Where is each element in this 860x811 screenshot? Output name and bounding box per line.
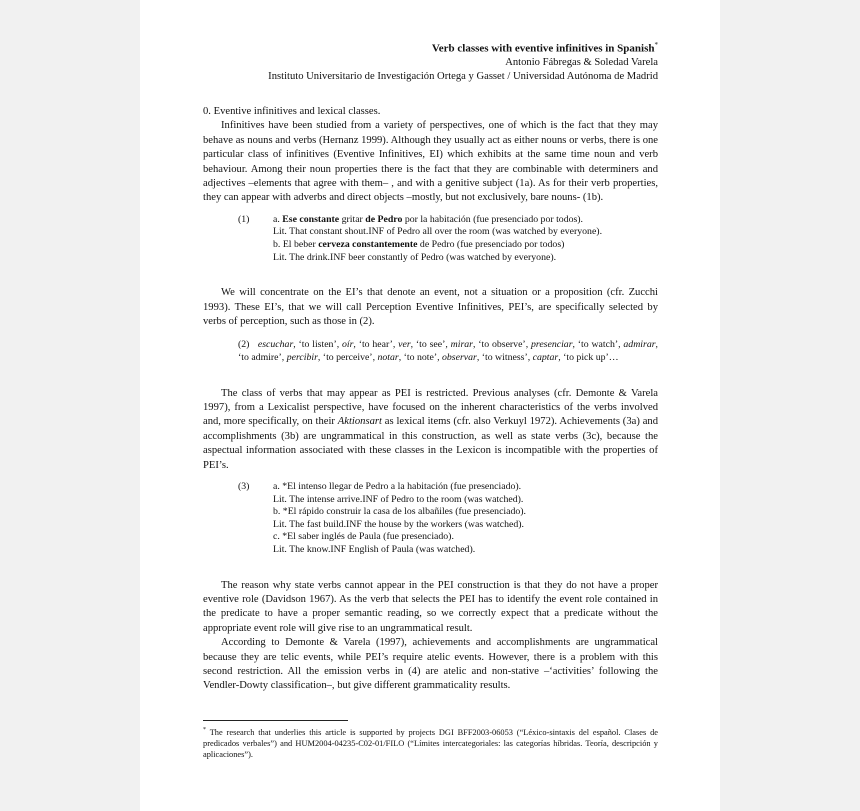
example-1-a — [203, 214, 658, 227]
example-1-a-body — [273, 214, 658, 227]
verb: captar — [532, 351, 559, 363]
paper-title — [203, 38, 658, 56]
gloss: , ‘to observe’, — [473, 339, 531, 351]
paragraph-1: Infinitives have been studied from a variety of perspectives, one of which is the fact that they may behave as nouns and verbs (Hernanz 1999). Although they usually act as either nouns or verbs, there is one particular class of infinitives (Eventive Infinitives, EI) which exhibits at the same time noun and verb behaviour. Among their noun properties there is the fact that they are combinable with determiners and adjectives –elements that agree with them– , and with a genitive subject (1a). As for their verb properties, they can appear with adverbs and direct objects –mostly, but not exclusively, bare nouns- (1b). — [203, 120, 658, 204]
verb: presenciar — [530, 339, 573, 351]
gloss: , ‘to perceive’, — [317, 351, 378, 363]
verb: ver — [398, 339, 411, 351]
example-2 — [203, 339, 658, 364]
footnote-marker: * — [654, 41, 658, 49]
title-block — [203, 38, 658, 85]
item-label: b. — [273, 238, 281, 250]
example-number: (2) — [238, 339, 250, 351]
institution: Instituto Universitario de Investigación Ortega y Gasset / Universidad Autónoma de Madrid — [268, 71, 658, 83]
example-3-a-gloss: Lit. The intense arrive.INF of Pedro to the room (was watched). — [273, 493, 524, 505]
text-fragment: por la habitación (fue presenciado por todos). — [402, 213, 584, 225]
gloss: , ‘to pick up’… — [558, 351, 619, 363]
bold-phrase: cerveza constantemente — [318, 238, 418, 250]
paragraph-5: According to Demonte & Varela (1997), achievements and accomplishments are ungrammatical because they are telic events, while PEI’s require atelic events. However, there is a problem with this second restriction. All the emission verbs in (4) are atelic and non-stative –‘activities’ following the Vendler-Dowty classification–, but give different grammaticality results. — [203, 637, 658, 692]
bold-phrase: Ese constante — [282, 213, 340, 225]
item-label: a. — [273, 213, 280, 225]
document-page — [140, 0, 720, 811]
text-fragment: The class of verbs that may appear as PEI is restricted. Previous analyses (cfr. Demonte & Varela 1997), from a Lexicalist perspective, have focused on the inherent characteristics of the verbs involved and, more specifically, on their — [203, 387, 658, 428]
example-3-b-gloss: Lit. The fast build.INF the house by the workers (was watched). — [273, 518, 524, 530]
gloss: , ‘to see’, — [410, 339, 451, 351]
text-fragment: as lexical items (cfr. also Verkuyl 1972). Achievements (3a) and accomplishments (3b) are ungrammatical in this construction, as well as state verbs (3c), because the aspectual information associated with these classes in the Lexicon is incompatible with the properties of PEI’s. — [203, 416, 659, 471]
paper-title-text: Verb classes with eventive infinitives in Spanish — [431, 42, 655, 55]
example-1-a-gloss: Lit. That constant shout.INF of Pedro all over the room (was watched by everyone). — [273, 226, 603, 238]
example-1 — [203, 214, 658, 264]
section-heading: 0. Eventive infinitives and lexical classes. — [203, 105, 381, 117]
example-3-a — [203, 481, 658, 494]
verb: oír — [341, 339, 354, 351]
example-3-c: c. *El saber inglés de Paula (fue presenciado). — [273, 531, 454, 543]
paragraph-4: The reason why state verbs cannot appear in the PEI construction is that they do not have a proper eventive role (Davidson 1967). As the verb that selects the PEI has to identify the event role contained in the predicate to have a proper semantic reading, so we correctly expect that a predicate without the appropriate event role will give rise to an ungrammatical result. — [203, 579, 658, 634]
example-3-c-gloss: Lit. The know.INF English of Paula (was watched). — [273, 543, 476, 555]
verb: escuchar — [257, 339, 294, 351]
footnote-text: The research that underlies this article is supported by projects DGI BFF2003-06053 (“Léxico-sintaxis del español. Clases de predicados verbales”) and HUM2004-04235-C02-01/FILO (“Límites intercategoriales: las categorías híbridas. Teoría, descripción y aplicaciones”). — [203, 727, 658, 759]
example-1-b — [203, 239, 658, 252]
text-fragment: gritar — [339, 213, 366, 225]
verb: mirar — [450, 339, 473, 351]
verb: admirar — [623, 339, 656, 351]
footnote-divider — [203, 720, 348, 721]
footnote — [203, 725, 658, 760]
verb: observar — [441, 351, 477, 363]
text-fragment: de Pedro (fue presenciado por todos) — [417, 238, 565, 250]
italic-term: Aktionsart — [337, 416, 382, 428]
paragraph-2: We will concentrate on the EI’s that denote an event, not a situation or a proposition (cfr. Zucchi 1993). These EI’s, that we will call Perception Eventive Infinitives, PEI’s, are specifically selected by verbs of perception, such as those in (2). — [203, 287, 658, 327]
gloss: , ‘to listen’, — [293, 339, 342, 351]
paragraph-3 — [203, 387, 658, 473]
gloss: , ‘to witness’, — [476, 351, 533, 363]
example-number: (1) — [238, 213, 250, 225]
text-fragment: El beber — [282, 238, 319, 250]
footnote-marker: * — [203, 726, 206, 733]
gloss: , ‘to admire’, — [238, 339, 658, 363]
gloss: , ‘to note’, — [398, 351, 442, 363]
gloss: , ‘to hear’, — [353, 339, 399, 351]
example-number: (3) — [238, 480, 250, 492]
example-3-a-text: a. *El intenso llegar de Pedro a la habitación (fue presenciado). — [273, 480, 522, 492]
page-content — [203, 38, 658, 760]
example-1-b-gloss: Lit. The drink.INF beer constantly of Pedro (was watched by everyone). — [273, 251, 557, 263]
verb: percibir — [286, 351, 318, 363]
authors: Antonio Fábregas & Soledad Varela — [505, 57, 658, 69]
bold-phrase: de Pedro — [365, 213, 403, 225]
example-3-b: b. *El rápido construir la casa de los albañiles (fue presenciado). — [273, 506, 526, 518]
gloss: , ‘to watch’, — [572, 339, 624, 351]
example-3 — [203, 481, 658, 557]
verb: notar — [377, 351, 399, 363]
